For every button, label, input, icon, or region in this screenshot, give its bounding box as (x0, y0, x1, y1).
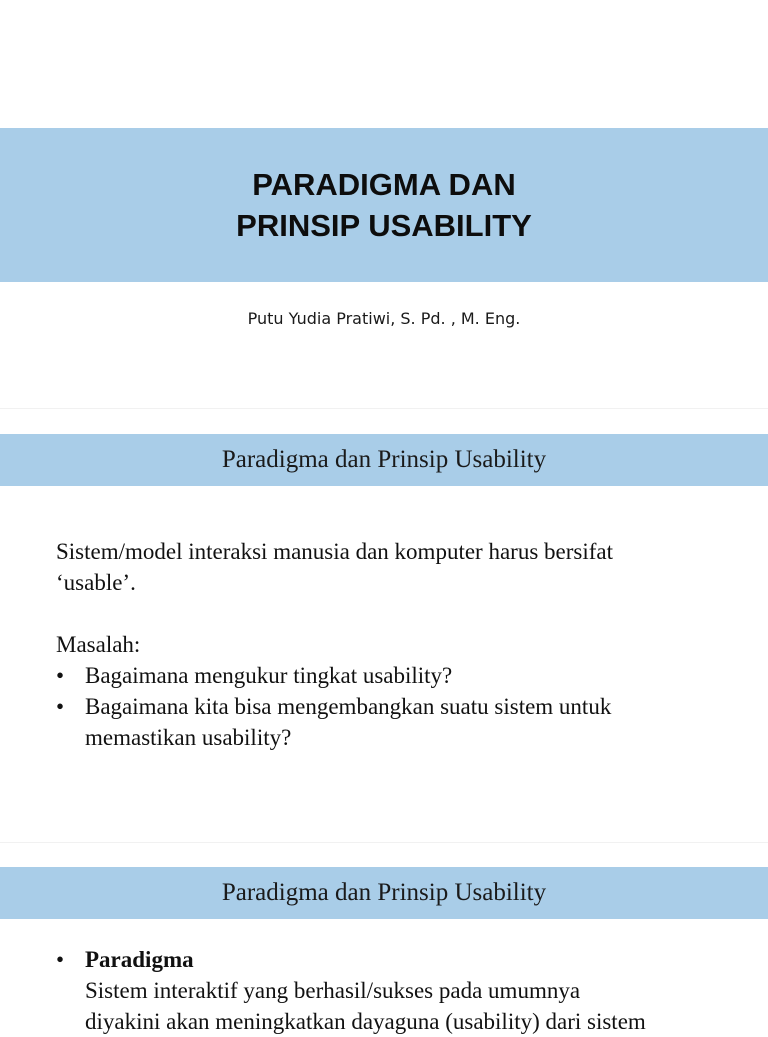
title-band (0, 128, 768, 282)
slide-divider (0, 842, 768, 843)
bullet-icon: • (56, 947, 65, 972)
intro-line-1: Sistem/model interaksi manusia dan komputer harus bersifat (56, 539, 613, 564)
list-item-text: Bagaimana mengukur tingkat usability? (85, 663, 453, 688)
bullet-icon: • (56, 663, 65, 688)
list-item (56, 660, 712, 691)
list-item (56, 944, 712, 1037)
presentation-title (236, 164, 532, 246)
masalah-list (56, 660, 712, 753)
intro-line-2: ‘usable’. (56, 570, 136, 595)
bullet-icon: • (56, 694, 65, 719)
section-header: Paradigma dan Prinsip Usability (0, 434, 768, 486)
paradigma-line-1: Sistem interaktif yang berhasil/sukses pada umumnya (85, 978, 581, 1003)
list-item-text-continued: memastikan usability? (85, 725, 292, 750)
masalah-label: Masalah: (56, 632, 141, 657)
paradigma-list (56, 944, 712, 1037)
paradigma-line-2: diyakini akan meningkatkan dayaguna (usability) dari sistem (85, 1009, 646, 1034)
title-line-1: PARADIGMA DAN (252, 167, 516, 202)
slide-2-body (56, 536, 712, 753)
title-line-2: PRINSIP USABILITY (236, 208, 532, 243)
author-name: Putu Yudia Pratiwi, S. Pd. , M. Eng. (247, 309, 521, 328)
paradigma-title: Paradigma (85, 947, 194, 972)
list-item (56, 691, 712, 753)
slide-divider (0, 408, 768, 409)
slide-3-body (56, 944, 712, 1037)
list-item-text: Bagaimana kita bisa mengembangkan suatu sistem untuk (85, 694, 612, 719)
section-header: Paradigma dan Prinsip Usability (0, 867, 768, 919)
